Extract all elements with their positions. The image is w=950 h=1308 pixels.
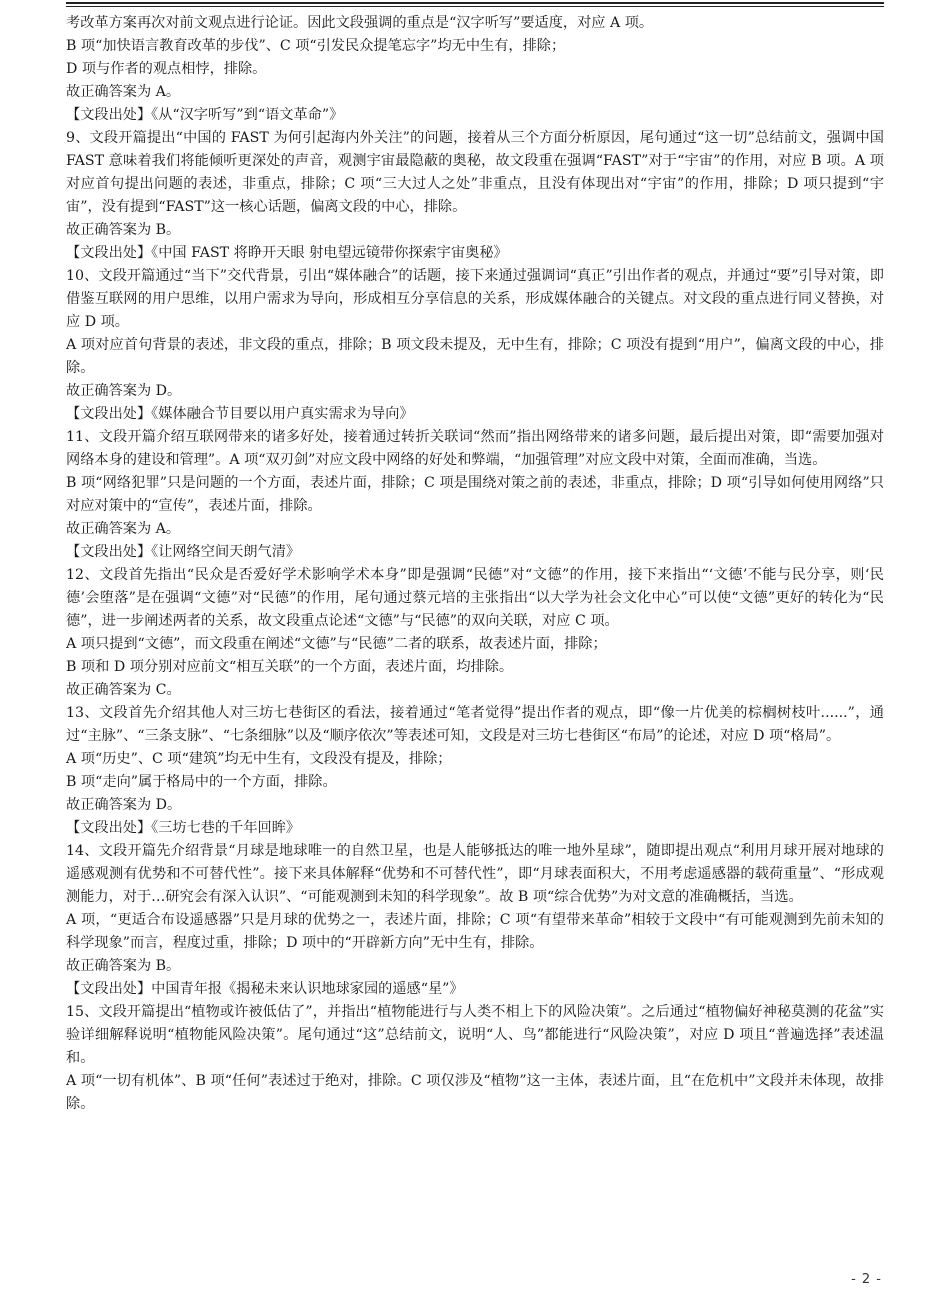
paragraph: A 项，“更适合布设遥感器”只是月球的优势之一，表述片面，排除；C 项“有望带来革命”相较于文段中“有可能观测到先前未知的科学现象”而言，程度过重，排除；D 项中的“开辟新方向”无中生有，排除。 xyxy=(66,912,884,951)
question-13-analysis: 13、文段首先介绍其他人对三坊七巷街区的看法，接着通过“笔者觉得”提出作者的观点，即“像一片优美的棕榈树枝叶......”，通过“主脉”、“三条支脉”、“七条细脉”以及“顺序依次”等表述可知，文段是对三坊七巷街区“布局”的论述，对应 D 项“格局”。 xyxy=(66,705,884,744)
question-15-analysis: 15、文段开篇提出“植物或许被低估了”，并指出“植物能进行与人类不相上下的风险决策”。之后通过“植物偏好神秘莫测的花盆”实验详细解释说明“植物能风险决策”。尾句通过“这”总结前文，说明“人、鸟”都能进行“风险决策”，对应 D 项且“普遍选择”表述温和。 xyxy=(66,1004,884,1066)
header-rule-thin xyxy=(66,6,884,7)
paragraph: D 项与作者的观点相悖，排除。 xyxy=(66,61,267,77)
paragraph: B 项和 D 项分别对应前文“相互关联”的一个方面，表述片面，均排除。 xyxy=(66,659,514,675)
paragraph: A 项“一切有机体”、B 项“任何”表述过于绝对，排除。C 项仅涉及“植物”这一主体，表述片面，且“在危机中”文段并未体现，故排除。 xyxy=(66,1073,884,1112)
source-line: 【文段出处】中国青年报《揭秘未来认识地球家园的遥感“星”》 xyxy=(66,981,464,997)
header-rule xyxy=(66,2,884,4)
paragraph: B 项“走向”属于格局中的一个方面，排除。 xyxy=(66,774,337,790)
paragraph: A 项只提到“文德”，而文段重在阐述“文德”与“民德”二者的联系，故表述片面，排除； xyxy=(66,636,607,652)
answer-line: 故正确答案为 A。 xyxy=(66,521,181,537)
paragraph: B 项“加快语言教育改革的步伐”、C 项“引发民众提笔忘字”均无中生有，排除； xyxy=(66,38,566,54)
question-10-analysis: 10、文段开篇通过“当下”交代背景，引出“媒体融合”的话题，接下来通过强调词“真正”引出作者的观点，并通过“要”引导对策，即借鉴互联网的用户思维，以用户需求为导向，形成相互分享信息的关系，形成媒体融合的关键点。对文段的重点进行同义替换，对应 D 项。 xyxy=(66,268,884,330)
source-line: 【文段出处】《从“汉字听写”到“语文革命”》 xyxy=(66,107,344,123)
answer-line: 故正确答案为 D。 xyxy=(66,797,182,813)
source-line: 【文段出处】《媒体融合节目要以用户真实需求为导向》 xyxy=(66,406,414,422)
answer-line: 故正确答案为 B。 xyxy=(66,958,181,974)
source-line: 【文段出处】《中国 FAST 将睁开天眼 射电望远镜带你探索宇宙奥秘》 xyxy=(66,245,508,261)
question-11-analysis: 11、文段开篇介绍互联网带来的诸多好处，接着通过转折关联词“然而”指出网络带来的诸多问题，最后提出对策，即“需要加强对网络本身的建设和管理”。A 项“双刃剑”对应文段中网络的好处和弊端，“加强管理”对应文段中对策，全面而准确，当选。 xyxy=(66,429,884,468)
source-line: 【文段出处】《让网络空间天朗气清》 xyxy=(66,544,301,560)
paragraph: 考改革方案再次对前文观点进行论证。因此文段强调的重点是“汉字听写”要适度，对应 A 项。 xyxy=(66,15,654,31)
document-body xyxy=(66,12,884,1116)
question-9-analysis: 9、文段开篇提出“中国的 FAST 为何引起海内外关注”的问题，接着从三个方面分析原因，尾句通过“这一切”总结前文，强调中国 FAST 意味着我们将能倾听更深处的声音，观测宇宙最隐蔽的奥秘，故文段重在强调“FAST”对于“宇宙”的作用，对应 B 项。A 项对应首句提出问题的表述，非重点，排除；C 项“三大过人之处”非重点，且没有体现出对“宇宙”的作用，排除；D 项只提到“宇宙”，没有提到“FAST”这一核心话题，偏离文段的中心，排除。 xyxy=(66,130,884,215)
page-number: - 2 - xyxy=(851,1272,882,1287)
answer-line: 故正确答案为 A。 xyxy=(66,84,181,100)
answer-line: 故正确答案为 D。 xyxy=(66,383,182,399)
answer-line: 故正确答案为 C。 xyxy=(66,682,181,698)
answer-line: 故正确答案为 B。 xyxy=(66,222,181,238)
source-line: 【文段出处】《三坊七巷的千年回眸》 xyxy=(66,820,301,836)
paragraph: A 项对应首句背景的表述，非文段的重点，排除；B 项文段未提及，无中生有，排除；C 项没有提到“用户”，偏离文段的中心，排除。 xyxy=(66,337,884,376)
paragraph: A 项“历史”、C 项“建筑”均无中生有，文段没有提及，排除； xyxy=(66,751,452,767)
question-14-analysis: 14、文段开篇先介绍背景“月球是地球唯一的自然卫星，也是人能够抵达的唯一地外星球”，随即提出观点“利用月球开展对地球的遥感观测有优势和不可替代性”。接下来具体解释“优势和不可替代性”，即“月球表面积大，不用考虑遥感器的载荷重量”、“形成观测能力，对于…研究会有深入认识”、“可能观测到未知的科学现象”。故 B 项“综合优势”为对文意的准确概括，当选。 xyxy=(66,843,884,905)
paragraph: B 项“网络犯罪”只是问题的一个方面，表述片面，排除；C 项是围绕对策之前的表述，非重点，排除；D 项“引导如何使用网络”只对应对策中的“宣传”，表述片面，排除。 xyxy=(66,475,884,514)
question-12-analysis: 12、文段首先指出“民众是否爱好学术影响学术本身”即是强调“民德”对“文德”的作用，接下来指出“‘文德’不能与民分享，则‘民德’会堕落”是在强调“文德”对“民德”的作用，尾句通过蔡元培的主张指出“以大学为社会文化中心”可以使“文德”更好的转化为“民德”，进一步阐述两者的关系，故文段重点论述“文德”与“民德”的双向关联，对应 C 项。 xyxy=(66,567,884,629)
